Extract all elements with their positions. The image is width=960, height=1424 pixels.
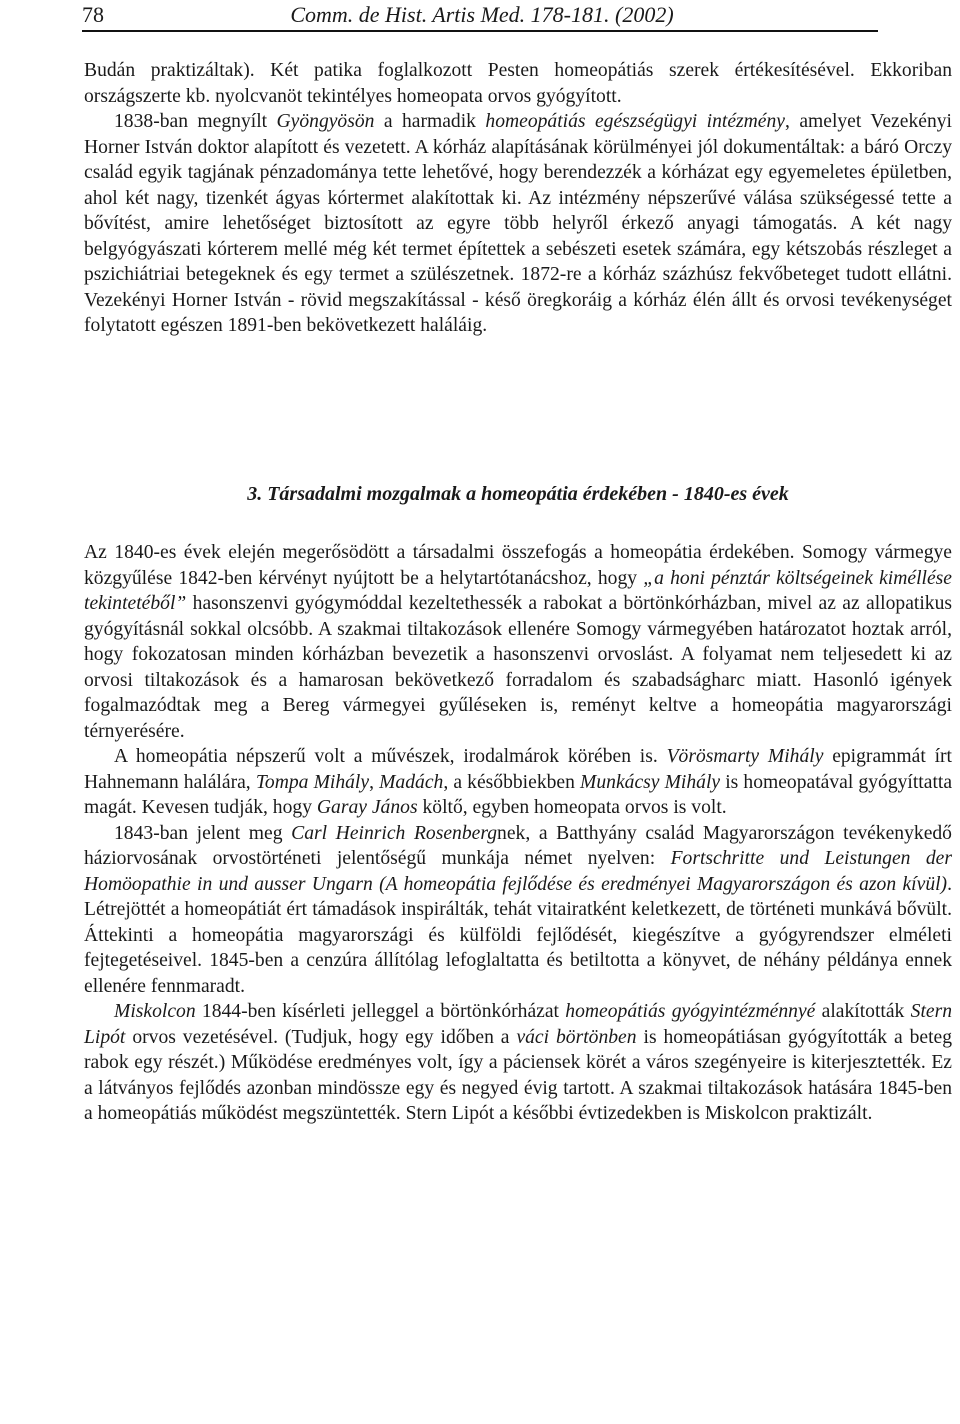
text-run: is homeopatával gyógyíttatta magát. Kevesen tudják, hogy bbox=[84, 771, 953, 818]
section-heading: 3. Társadalmi mozgalmak a homeopátia érdekében - 1840-es évek bbox=[247, 483, 789, 505]
page-header bbox=[82, 2, 882, 32]
paragraph-4 bbox=[84, 744, 952, 821]
italic-text-run: Fortschritte und Leistungen der Homöopathie in und ausser Ungarn (A homeopátia fejlődése és eredményei Magyarországon és azon kívül) bbox=[84, 848, 952, 895]
text-run: is homeopátiásan gyógyították a beteg rabok egy részét.) Működése eredményes volt, így a páciensek körét a város szegényeire is kiterjesztették. Ez a látványos fejlődés azonban mindössze egy és negyed évig tartott. A szakmai tiltakozások hatására 1845-ben a homeopátiás működést megszüntették. Stern Lipót a későbbi évtizedekben is Miskolcon praktizált. bbox=[84, 1026, 953, 1124]
text-run: 1844-ben kísérleti jelleggel a börtönkórházat bbox=[195, 1001, 566, 1022]
text-run: Az 1840-es évek elején megerősödött a társadalmi összefogás a homeopátia érdekében. Somogy vármegye közgyűlése 1842-ben kérvényt nyújtott be a helytartótanácshoz, hogy bbox=[84, 542, 952, 589]
italic-text-run: homeopátiás gyógyintézménnyé bbox=[565, 1001, 816, 1022]
italic-text-run: váci börtönben bbox=[516, 1026, 637, 1048]
running-title: Comm. de Hist. Artis Med. 178-181. (2002) bbox=[290, 2, 674, 27]
italic-text-run: Gyöngyösön bbox=[276, 111, 375, 132]
italic-text-run: Vörösmarty Mihály bbox=[666, 746, 824, 767]
text-run: 1838-ban megnyílt bbox=[114, 111, 277, 132]
section-1-text bbox=[84, 58, 952, 339]
text-run: epigrammát írt Hahnemann halálára, bbox=[84, 746, 952, 793]
text-run: orvos vezetésével. (Tudjuk, hogy egy időben a bbox=[125, 1026, 517, 1048]
text-run: , amelyet Vezekényi Horner István doktor alapított és vezetett. A kórház alapításának körülményei jól dokumentáltak: a báró Orczy család egyik tagjának pénzadománya tette lehetővé, hogy berendezzék a kórházat egy egyemeletes épületben, ahol két nagy, tizenkét ágyas kórtermet alakítottak ki. Az intézmény népszerűvé válása szükségessé tette a bővítést, amire lehetőséget biztosított az egyre több helyről érkező anyagi támogatás. A két nagy belgyógyászati kórterem mellé még két termet építettek a sebészeti esetek számára, egy kétszobás részleget a pszichiátriai betegeknek és egy termet a szülészetnek. 1872-re a kórház százhúsz fekvőbeteget tudott ellátni. Vezekényi Horner István - rövid megszakítással - késő öregkoráig a kórház élén állt és orvosi tevékenységet folytatott egészen 1891-ben bekövetkezett haláláig. bbox=[84, 111, 952, 336]
italic-text-run: Stern Lipót bbox=[84, 1001, 952, 1048]
paragraph-6 bbox=[84, 999, 952, 1127]
page-number: 78 bbox=[82, 2, 104, 27]
italic-text-run: „a honi pénztár költségeinek kiméllése tekintetéből” bbox=[84, 567, 952, 614]
text-run: 1843-ban jelent meg bbox=[114, 822, 292, 844]
italic-text-run: Madách bbox=[379, 771, 444, 793]
text-run: a harmadik bbox=[374, 111, 486, 132]
header-rule bbox=[82, 30, 878, 32]
text-run: költő, egyben homeopata orvos is volt. bbox=[417, 797, 727, 818]
text-run: . Létrejöttét a homeopátiát ért támadások inspirálták, tehát vitairatként keletkezett, de történeti munkává bővült. Áttekinti a homeopátia magyarországi és külföldi fejlődését, kiegészítve a gyógyrendszer elméleti fejtegetéseivel. 1845-ben a cenzúra állítólag lefoglaltatta és betiltotta a könyvet, de néhány példánya ennek ellenére fennmaradt. bbox=[84, 873, 952, 997]
text-run: nek, a Batthyány család Magyarországon tevékenykedő háziorvosának orvostörténeti jelentőségű munkája német nyelven: bbox=[84, 822, 952, 869]
section-2-text bbox=[84, 540, 952, 1127]
paragraph-2 bbox=[84, 109, 952, 339]
italic-text-run: Miskolcon bbox=[114, 1001, 196, 1022]
text-run: A homeopátia népszerű volt a művészek, irodalmárok körében is. bbox=[114, 746, 667, 767]
text-run: alakították bbox=[815, 1001, 911, 1022]
paragraph-1: Budán praktizáltak). Két patika foglalkozott Pesten homeopátiás szerek értékesítésével. Ekkoriban országszerte kb. nyolcvanöt tekintélyes homeopata orvos gyógyított. bbox=[84, 60, 952, 107]
italic-text-run: Tompa Mihály bbox=[255, 771, 370, 793]
italic-text-run: Garay János bbox=[316, 797, 418, 818]
italic-text-run: homeopátiás egészségügyi intézmény bbox=[485, 111, 785, 132]
text-run: , a későbbiekben bbox=[443, 771, 581, 793]
paragraph-3 bbox=[84, 540, 952, 744]
italic-text-run: Carl Heinrich Rosenberg bbox=[291, 822, 498, 844]
italic-text-run: Munkácsy Mihály bbox=[580, 771, 721, 793]
text-run: hasonszenvi gyógymóddal kezeltethessék a rabokat a börtönkórházban, mivel az az allopatikus gyógyításnál sokkal olcsóbb. A szakmai tiltakozások ellenére Somogy vármegyében határozatot hoztak arról, hogy fokozatosan minden kórházban bevezetik a hasonszenvi orvoslást. A folyamat nem teljesedett ki az orvosi tiltakozások és a hamarosan bekövetkező forradalom és szabadságharc miatt. Hasonló igények fogalmazódtak meg a Bereg vármegyei gyűléseken is, reményt keltve a homeopátia magyarországi térnyerésére. bbox=[84, 593, 952, 742]
paragraph-5 bbox=[84, 821, 952, 1000]
text-run: , bbox=[369, 771, 380, 793]
